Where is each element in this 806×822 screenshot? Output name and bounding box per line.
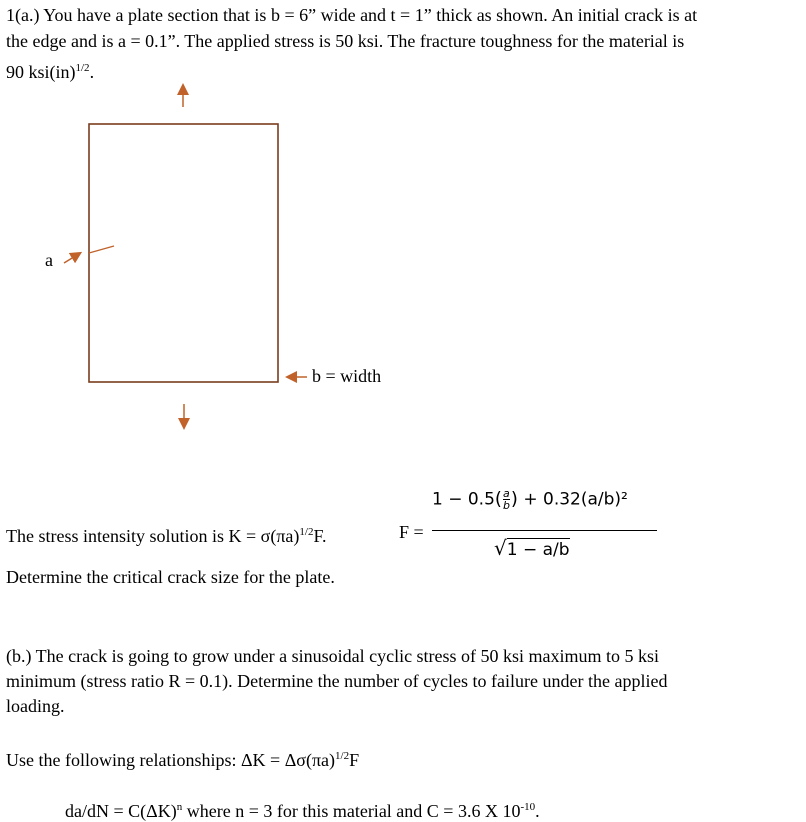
- f-denominator: [494, 536, 570, 560]
- relationships-exponent: 1/2: [335, 750, 350, 762]
- determine-critical-text: Determine the critical crack size for the plate.: [6, 567, 335, 587]
- f-numerator: 1 − 0.5( $\frac{a}{b}$ ) + 0.32(a/b)²: [432, 487, 628, 512]
- width-label: b = width: [312, 366, 382, 386]
- paris-law-text: [65, 796, 540, 822]
- part-b-line-1: (b.) The crack is going to grow under a sinusoidal cyclic stress of 50 ksi maximum to 5 ksi: [6, 646, 660, 666]
- relationships-text: [6, 745, 359, 771]
- relationships-end: F: [349, 750, 360, 770]
- inner-fraction-denominator: b: [502, 499, 510, 512]
- part-b-line-2: minimum (stress ratio R = 0.1). Determine the number of cycles to failure under the applied: [6, 671, 668, 691]
- inner-fraction-numerator: a: [503, 487, 510, 500]
- stress-intensity-end: F.: [313, 526, 327, 546]
- stress-intensity-text: [6, 521, 327, 547]
- paris-law-start: da/dN = C(ΔK): [65, 801, 177, 821]
- stress-intensity-exponent: 1/2: [299, 526, 314, 538]
- paris-law-c-exponent: -10: [520, 801, 536, 813]
- problem-line-2: the edge and is a = 0.1”. The applied stress is 50 ksi. The fracture toughness for the material is: [6, 31, 685, 51]
- paris-law-end: .: [535, 801, 540, 821]
- denominator-expression: 1 − a/b: [506, 540, 570, 560]
- toughness-text: 90 ksi(in): [6, 62, 76, 82]
- part-b-line-3: loading.: [6, 696, 65, 716]
- stress-intensity-start: The stress intensity solution is K = σ(πa): [6, 526, 300, 546]
- toughness-exponent: 1/2: [75, 62, 90, 74]
- crack-pointer-arrow: [64, 255, 77, 263]
- problem-line-1: 1(a.) You have a plate section that is b = 6” wide and t = 1” thick as shown. An initial crack is at: [6, 5, 698, 25]
- f-label: F =: [399, 522, 424, 542]
- paris-law-n-exponent: n: [176, 801, 183, 813]
- crack-line: [89, 246, 114, 253]
- numerator-term-1: 1 − 0.5: [432, 489, 495, 510]
- paris-law-middle: where n = 3 for this material and C = 3.6 X 10: [182, 801, 521, 821]
- sqrt-symbol: √: [494, 536, 507, 560]
- plate-rectangle: [89, 124, 278, 382]
- toughness-period: .: [89, 62, 95, 82]
- crack-label: a: [45, 250, 53, 270]
- numerator-term-2: + 0.32(a/b)²: [523, 489, 628, 510]
- relationships-start: Use the following relationships: ΔK = Δσ(πa): [6, 750, 336, 770]
- fraction-bar: [432, 530, 657, 531]
